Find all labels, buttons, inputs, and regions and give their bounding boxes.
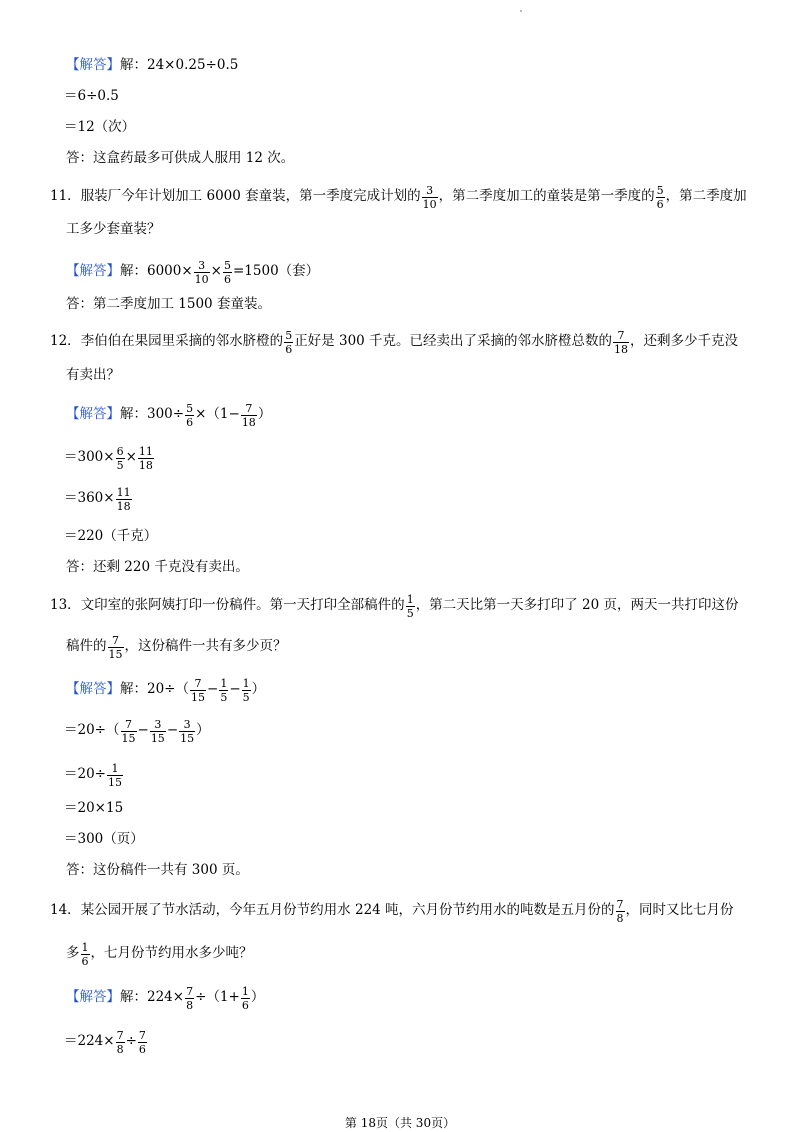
fraction: $\frac{5}{6}$ — [285, 328, 293, 356]
q14-step-1: ＝224× $\frac{7}{8}$ ÷ $\frac{7}{6}$ — [64, 1028, 146, 1056]
q11-question-line-1: 11． 服装厂今年计划加工 6000 套童装，第一季度完成计划的 $\frac{3}{10}$ ，第二季度加工的童装是第一季度的 $\frac{5}{6}$ ，第二季度加 — [50, 183, 747, 211]
question-number: 11． — [50, 188, 81, 205]
page-footer: 第 18页（共 30页） — [344, 1116, 456, 1130]
q10-step-1: ＝6÷0.5 — [64, 88, 119, 104]
fraction: $\frac{7}{8}$ — [116, 1028, 124, 1056]
q13-question-line-2: 稿件的 $\frac{7}{15}$ ，这份稿件一共有多少页？ — [66, 633, 287, 661]
question-number: 13． — [50, 597, 81, 614]
speck-mark — [520, 10, 522, 12]
fraction: $\frac{1}{6}$ — [241, 984, 249, 1012]
q10-answer: 答：这盒药最多可供成人服用 12 次。 — [66, 150, 295, 166]
fraction: $\frac{7}{15}$ — [108, 633, 123, 661]
fraction: $\frac{1}{15}$ — [108, 761, 122, 789]
fraction: $\frac{7}{15}$ — [121, 717, 136, 745]
fraction: $\frac{11}{18}$ — [138, 444, 153, 472]
solution-tag: 【解答】 — [66, 57, 120, 73]
q13-step-2: ＝20÷ $\frac{1}{15}$ — [64, 761, 122, 789]
fraction: $\frac{7}{18}$ — [614, 328, 629, 356]
q12-answer: 答：还剩 220 千克没有卖出。 — [66, 559, 249, 575]
fraction: $\frac{5}{6}$ — [656, 183, 664, 211]
q12-question-line-1: 12． 李伯伯在果园里采摘的邻水脐橙的 $\frac{5}{6}$ 正好是 300 千克。已经卖出了采摘的邻水脐橙总数的 $\frac{7}{18}$ ，还剩多少千克没 — [50, 328, 739, 356]
q14-question-line-1: 14． 某公园开展了节水活动，今年五月份节约用水 224 吨，六月份节约用水的吨数是五月份的 $\frac{7}{8}$ ，同时又比七月份 — [50, 897, 734, 925]
question-number: 12． — [50, 333, 81, 350]
fraction: $\frac{7}{6}$ — [138, 1028, 146, 1056]
solution-tag: 【解答】 — [66, 681, 120, 698]
q13-step-3: ＝20×15 — [64, 800, 124, 816]
solution-tag: 【解答】 — [66, 263, 120, 280]
q13-step-1: ＝20÷（ $\frac{7}{15}$ − $\frac{3}{15}$ − $\frac{3}{15}$ ） — [64, 717, 210, 745]
fraction: $\frac{3}{15}$ — [180, 717, 195, 745]
q12-step-3: ＝220（千克） — [64, 528, 158, 544]
q12-question-line-2: 有卖出？ — [66, 367, 120, 383]
fraction: $\frac{11}{18}$ — [116, 485, 131, 513]
question-number: 14． — [50, 902, 81, 919]
solution-tag: 【解答】 — [66, 406, 120, 423]
q14-question-line-2: 多 $\frac{1}{6}$ ，七月份节约用水多少吨？ — [66, 940, 253, 968]
fraction: $\frac{5}{6}$ — [223, 258, 231, 286]
fraction: $\frac{7}{8}$ — [186, 984, 194, 1012]
q13-solution: 【解答】 解： 20÷（ $\frac{7}{15}$ − $\frac{1}{5}$ − $\frac{1}{5}$ ） — [66, 676, 266, 704]
fraction: $\frac{6}{5}$ — [116, 444, 124, 472]
q10-step-2: ＝12（次） — [64, 119, 136, 135]
q14-solution: 【解答】 解： 224× $\frac{7}{8}$ ÷（1+ $\frac{1}{6}$ ） — [66, 984, 265, 1012]
fraction: $\frac{3}{10}$ — [422, 183, 437, 211]
q12-step-1: ＝300× $\frac{6}{5}$ × $\frac{11}{18}$ — [64, 444, 153, 472]
solution-tag: 【解答】 — [66, 989, 120, 1006]
fraction: $\frac{1}{5}$ — [406, 592, 414, 620]
q13-question-line-1: 13． 文印室的张阿姨打印一份稿件。第一天打印全部稿件的 $\frac{1}{5}$ ，第二天比第一天多打印了 20 页，两天一共打印这份 — [50, 592, 739, 620]
fraction: $\frac{1}{6}$ — [81, 940, 89, 968]
fraction: $\frac{1}{5}$ — [242, 676, 250, 704]
q12-solution: 【解答】 解： 300÷ $\frac{5}{6}$ ×（1− $\frac{7}{18}$ ） — [66, 401, 272, 429]
fraction: $\frac{3}{10}$ — [194, 258, 209, 286]
q11-question-line-2: 工多少套童装？ — [66, 221, 161, 237]
q11-answer: 答：第二季度加工 1500 套童装。 — [66, 296, 271, 312]
fraction: $\frac{7}{15}$ — [191, 676, 205, 704]
q11-solution: 【解答】 解： 6000× $\frac{3}{10}$ × $\frac{5}{6}$ =1500（套） — [66, 258, 320, 286]
q12-step-2: ＝360× $\frac{11}{18}$ — [64, 485, 131, 513]
q13-step-4: ＝300（页） — [64, 831, 144, 847]
fraction: $\frac{1}{5}$ — [220, 676, 228, 704]
fraction: $\frac{7}{18}$ — [241, 401, 256, 429]
fraction: $\frac{3}{15}$ — [150, 717, 165, 745]
q10-solution: 【解答】 解： 24×0.25÷0.5 — [66, 57, 239, 73]
q13-answer: 答：这份稿件一共有 300 页。 — [66, 862, 249, 878]
fraction: $\frac{5}{6}$ — [186, 401, 194, 429]
fraction: $\frac{7}{8}$ — [616, 897, 624, 925]
